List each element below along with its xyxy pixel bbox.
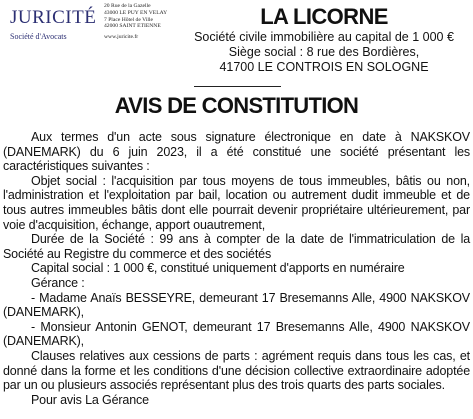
company-address-street: Siège social : 8 rue des Bordières, <box>228 45 420 59</box>
notice-body <box>3 130 470 407</box>
paragraph-object: Objet social : l'acquisition par tous moyens de tous immeubles, bâtis ou non, l'administration et l'exploitation par bail, location ou autrement dudit immeuble et de tous autres immeubles bâtis dont elle pourrait devenir propriétaire ultérieurement, par voie d'acquisition, échange, apport ouautrement, <box>3 173 470 232</box>
company-legal-form: Société civile immobilière au capital de 1 000 € <box>194 30 454 44</box>
paragraph-transfer-clauses: Clauses relatives aux cessions de parts : agrément requis dans tous les cas, et donné dans la forme et les conditions d'une décision collective extraordinaire adoptée par un ou plusieurs associés représentant plus des trois quarts des parts sociales. <box>3 348 470 393</box>
logo-name: JURICITÉ <box>10 7 97 28</box>
paragraph-manager-2: - Monsieur Antonin GENOT, demeurant 17 Bresemanns Alle, 4900 NAKSKOV (DANEMARK), <box>3 319 470 349</box>
firm-addresses <box>104 3 194 41</box>
notice-title: AVIS DE CONSTITUTION <box>114 93 359 118</box>
logo-tagline: Société d'Avocats <box>10 32 67 41</box>
company-address-city: 41700 LE CONTROIS EN SOLOGNE <box>219 60 429 74</box>
address-line: 43000 LE PUY EN VELAY <box>104 9 168 16</box>
paragraph-capital: Capital social : 1 000 €, constitué uniquement d'apports en numéraire <box>31 261 405 276</box>
paragraph-duration: Durée de la Société : 99 ans à compter de la date de l'immatriculation de la Société au Registre du commerce et des sociétés <box>3 232 470 261</box>
paragraph-manager-1: - Madame Anaïs BESSEYRE, demeurant 17 Bresemanns Alle, 4900 NAKSKOV (DANEMARK), <box>3 290 470 320</box>
paragraph-intro: Aux termes d'un acte sous signature électronique en date à NAKSKOV (DANEMARK) du 6 juin 2023, il a été constitué une société présentant les caractéristiques suivantes : <box>3 130 470 174</box>
paragraph-management-label: Gérance : <box>31 275 85 290</box>
separator-line <box>194 86 281 87</box>
company-header <box>182 4 466 75</box>
juricite-logo <box>10 8 105 41</box>
address-line: 7 Place Hôtel de Ville <box>104 16 153 23</box>
address-line: 20 Rue de la Gazelle <box>104 3 151 9</box>
company-name: LA LICORNE <box>260 4 388 29</box>
firm-website: www.juricite.fr <box>104 34 139 41</box>
address-line: 42000 SAINT ETIENNE <box>104 23 161 30</box>
paragraph-signoff: Pour avis La Gérance <box>31 392 149 407</box>
